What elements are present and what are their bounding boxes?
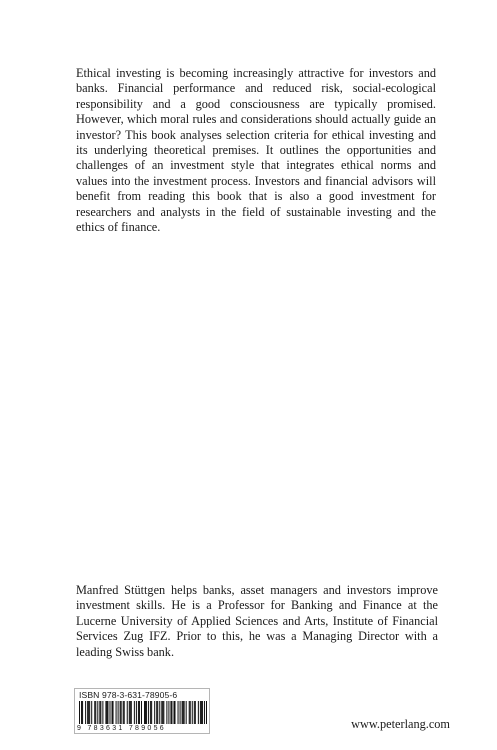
isbn-barcode-box	[74, 688, 210, 734]
publisher-website: www.peterlang.com	[351, 717, 450, 731]
author-bio: Manfred Stüttgen helps banks, asset managers and investors improve investment skills. He is a Professor for Banking and Finance at the Lucerne University of Applied Sciences and Arts, Institute of Financial Services Zug IFZ. Prior to this, he was a Managing Director with a leading Swiss bank.	[76, 583, 438, 659]
isbn-label: ISBN 978-3-631-78905-6	[79, 690, 178, 700]
book-description: Ethical investing is becoming increasingly attractive for investors and banks. Financial performance and reduced risk, social-ecological responsibility and a good consciousness are typically promised. However, which moral rules and considerations should actually guide an investor? This book analyses selection criteria for ethical investing and its underlying theoretical premises. It outlines the opportunities and challenges of an investment style that integrates ethical norms and values into the investment process. Investors and financial advisors will benefit from reading this book that is also a good investment for researchers and analysts in the field of sustainable investing and the ethics of finance.	[76, 66, 436, 235]
barcode-digits: 9 783631 789056	[77, 724, 209, 733]
